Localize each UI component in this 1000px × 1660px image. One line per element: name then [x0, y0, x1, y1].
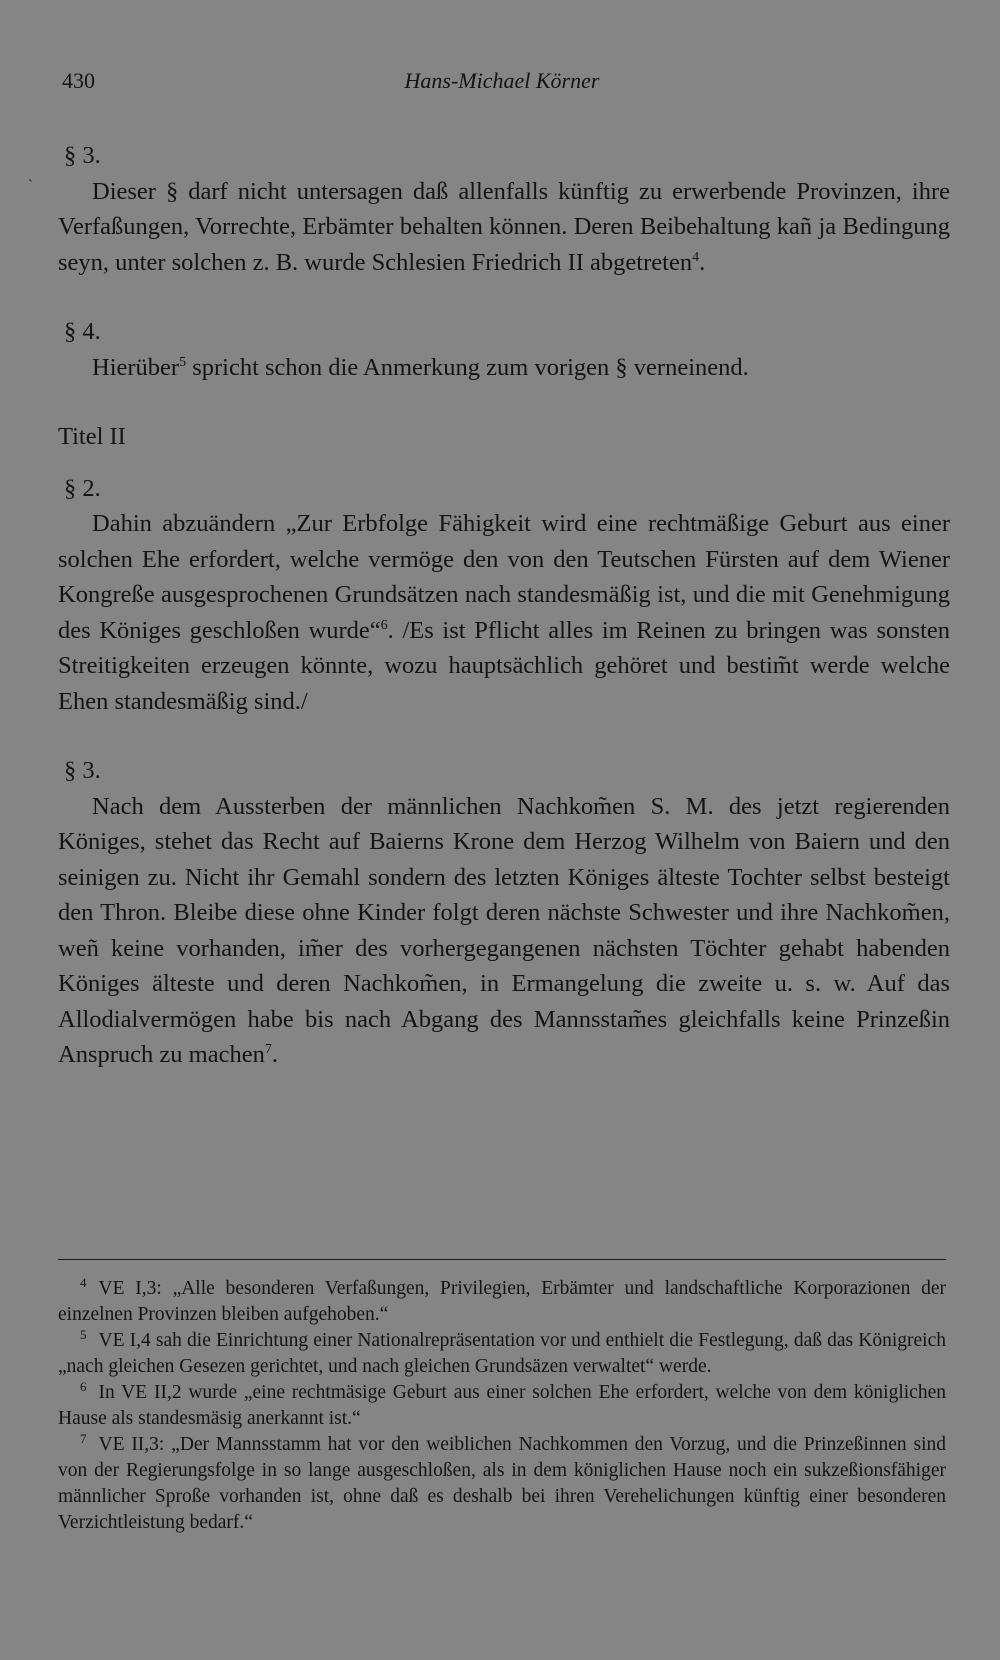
main-text [58, 138, 950, 1073]
paragraph: Hierüber$^5$ spricht schon die Anmerkung zum vorigen § verneinend. [92, 353, 749, 381]
footnote-ref[interactable]: 4 [692, 249, 700, 265]
section-heading: § 3. [64, 142, 101, 169]
footnote-number: 7 [80, 1430, 87, 1446]
paragraph: Dieser § darf nicht untersagen daß allenfalls künftig zu erwerbende Provinzen, ihre Verfaßungen, Vorrechte, Erbämter behalten können. Deren Beibehaltung kañ ja Bedingung seyn, unter solchen z. B. wurde Schlesien Friedrich II abgetreten$^4$. [58, 177, 950, 276]
footnotes [58, 1276, 946, 1536]
footnote: $^7$ VE II,3: „Der Mannsstamm hat vor den weiblichen Nachkommen den Vorzug, und die Prinzeßinnen sind von der Regierungsfolge in so lange ausgeschloßen, als in dem königlichen Hause noch ein sukzeßionsfähiger männlicher Sproße vorhanden ist, ohne daß es deshalb bei ihren Verehelichungen künftig einer besonderen Verzichtleistung bedarf.“ [58, 1430, 946, 1533]
page-number: 430 [62, 68, 95, 93]
footnote: $^4$ VE I,3: „Alle besonderen Verfaßungen, Privilegien, Erbämter und landschaftliche Korporazionen der einzelnen Provinzen bleiben aufgehoben.“ [58, 1274, 946, 1325]
margin-mark: ` [28, 178, 33, 193]
footnote-number: 5 [80, 1326, 87, 1342]
footnote-number: 4 [80, 1274, 87, 1290]
section-heading: § 4. [64, 318, 101, 345]
section-heading: § 3. [64, 757, 101, 784]
section-heading: § 2. [64, 474, 101, 502]
footnote-ref[interactable]: 6 [380, 617, 388, 633]
paragraph: Dahin abzuändern „Zur Erbfolge Fähigkeit wird eine rechtmäßige Geburt aus einer solchen Ehe erfordert, welche vermöge den von den Teutschen Fürsten auf dem Wiener Kongreße ausgesprochenen Grundsätzen nach standesmäßig ist, und die mit Genehmigung des Königes geschloßen wurde“$^6$. /Es ist Pflicht alles im Reinen zu bringen was sonsten Streitigkeiten erzeugen könnte, wozu hauptsächlich gehöret und bestim̃t werde welche Ehen standesmäßig sind./ [58, 510, 950, 715]
footnote-number: 6 [80, 1378, 87, 1394]
paragraph: Nach dem Aussterben der männlichen Nachkom̃en S. M. des jetzt regierenden Königes, stehet das Recht auf Baierns Krone dem Herzog Wilhelm von Baiern und den seinigen zu. Nicht ihr Gemahl sondern des letzten Königes älteste Tochter selbst besteigt den Thron. Bleibe diese ohne Kinder folgt deren nächste Schwester und ihre Nachkom̃en, weñ keine vorhanden, im̃er des vorhergegangenen nächsten Töchter gehabt habenden Königes älteste und deren Nachkom̃en, in Ermangelung die zweite u. s. w. Auf das Allodialvermögen habe bis nach Abgang des Mannsstam̃es gleichfalls keine Prinzeßin Anspruch zu machen$^7$. [58, 792, 950, 1068]
running-head: Hans-Michael Körner [404, 68, 600, 93]
page-header [62, 68, 942, 102]
footnote-divider [58, 1259, 946, 1260]
footnote-ref[interactable]: 7 [264, 1041, 272, 1057]
footnote: $^5$ VE I,4 sah die Einrichtung einer Nationalrepräsentation vor und enthielt die Festlegung, daß das Königreich „nach gleichen Gesezen gerichtet, und nach gleichen Grundsäzen verwaltet“ werde. [58, 1326, 946, 1377]
title-heading: Titel II [58, 423, 126, 450]
footnote: $^6$ In VE II,2 wurde „eine rechtmäsige Geburt aus einer solchen Ehe erfordert, welche von dem königlichen Hause als standesmäsig anerkannt ist.“ [58, 1378, 946, 1429]
footnote-ref[interactable]: 5 [179, 354, 187, 370]
